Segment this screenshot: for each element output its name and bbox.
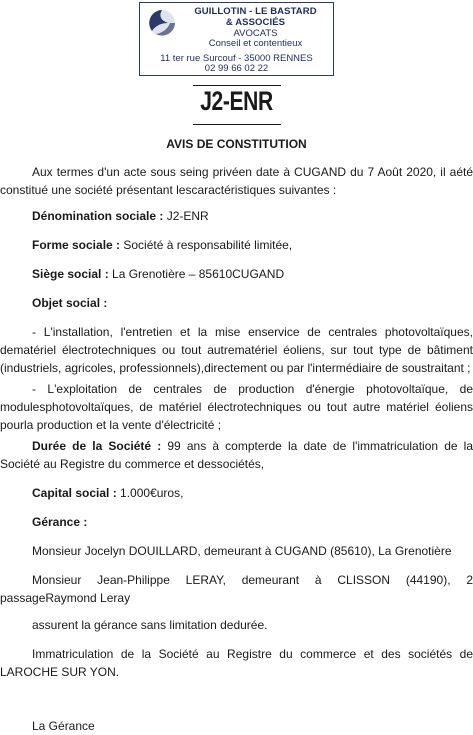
duree-value: 99 ans à compterde la date de l'immatriculation de la Société au Registre du commerce et dessociétés, [0, 439, 473, 471]
immatriculation-paragraph: Immatriculation de la Société au Registre du commerce et des sociétés de LAROCHE SUR YON. [0, 647, 473, 679]
notice-title: AVIS DE CONSTITUTION [166, 137, 307, 151]
gerance-note: assurent la gérance sans limitation dedurée. [32, 618, 268, 632]
company-title: J2-ENR [200, 86, 273, 116]
signature: La Gérance [32, 719, 95, 733]
gerant-2: Monsieur Jean-Philippe LERAY, demeurant à CLISSON (44190), 2 passageRaymond Leray [0, 573, 473, 605]
firm-name-line2: & ASSOCIÉS [225, 17, 286, 28]
capital-field [32, 484, 183, 502]
siege-value: La Grenotière – 85610CUGAND [108, 267, 285, 281]
objet-item-2: - L'exploitation de centrales de production d'énergie photovoltaïque, de modulesphotovoltaïques, de matériel électrotechniques ou tout autre matériel éoliens pourla production et la vente d'électricité ; [0, 382, 473, 432]
title-rule-bottom [193, 124, 281, 125]
siege-field [32, 265, 284, 283]
objet-field [32, 294, 107, 312]
law-firm-header [139, 2, 334, 76]
capital-value: 1.000€uros, [116, 486, 184, 500]
siege-label: Siège social : [32, 267, 109, 281]
firm-name-line1: GUILLOTIN - LE BASTARD [194, 6, 317, 17]
globe-logo-icon [148, 9, 176, 37]
capital-label: Capital social : [32, 486, 117, 500]
firm-address: 11 ter rue Surcouf - 35000 RENNES [160, 53, 313, 64]
denomination-value: J2-ENR [163, 209, 209, 223]
gerance-field [32, 513, 87, 531]
forme-label: Forme sociale : [32, 238, 121, 252]
forme-field [32, 236, 292, 254]
forme-value: Société à responsabilité limitée, [120, 238, 293, 252]
duree-field [0, 437, 473, 473]
objet-label: Objet social : [32, 296, 108, 310]
firm-phone: 02 99 66 02 22 [204, 63, 269, 74]
gerant-1: Monsieur Jocelyn DOUILLARD, demeurant à CUGAND (85610), La Grenotière [32, 544, 452, 558]
denomination-label: Dénomination sociale : [32, 209, 164, 223]
denomination-field [32, 207, 209, 225]
intro-paragraph: Aux termes d'un acte sous seing privéen date à CUGAND du 7 Août 2020, il aété constitué une société présentant lescaractéristiques suivantes : [0, 165, 473, 197]
firm-speciality: Conseil et contentieux [208, 38, 303, 49]
gerance-label: Gérance : [32, 515, 88, 529]
firm-profession: AVOCATS [233, 28, 278, 39]
objet-item-1: - L'installation, l'entretien et la mise enservice de centrales photovoltaïques, dematériel électrotechniques ou tout autrematériel éoliens, sur tout type de bâtiment (industriels, agricoles, professionnels),directement ou par l'intermédiaire de soustraitant ; [0, 325, 473, 375]
duree-label: Durée de la Société : [32, 439, 162, 453]
